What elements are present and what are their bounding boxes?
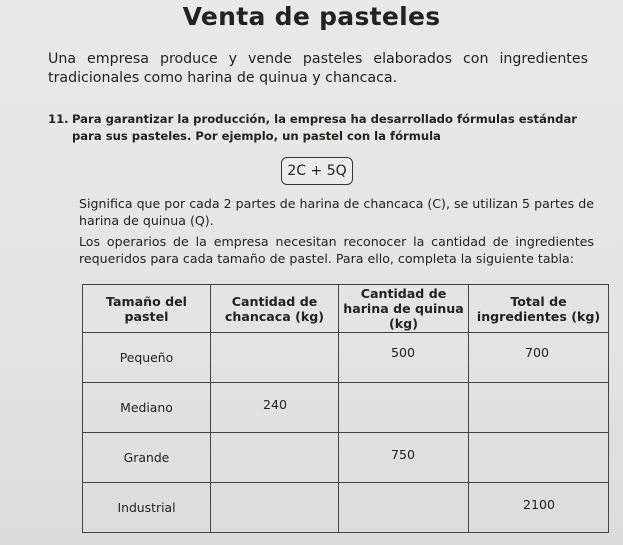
- chancaca-cell[interactable]: [211, 433, 339, 483]
- chancaca-cell[interactable]: [211, 383, 339, 433]
- header-total: Total de ingredientes (kg): [469, 285, 609, 333]
- quinua-cell[interactable]: [339, 483, 469, 533]
- quinua-cell[interactable]: [339, 383, 469, 433]
- total-value: 2100: [523, 497, 556, 512]
- size-cell: Mediano: [83, 383, 211, 433]
- header-size: Tamaño del pastel: [83, 285, 211, 333]
- total-cell[interactable]: [469, 383, 609, 433]
- total-value: 700: [525, 345, 550, 360]
- quinua-cell[interactable]: [339, 333, 469, 383]
- chancaca-cell[interactable]: [211, 333, 339, 383]
- question-text: Para garantizar la producción, la empresa ha desarrollado fórmulas estándar para sus pasteles. Por ejemplo, un pastel con la fórmula: [72, 112, 578, 143]
- chancaca-cell[interactable]: [211, 483, 339, 533]
- page-title: Venta de pasteles: [182, 2, 441, 31]
- size-cell: Grande: [83, 433, 211, 483]
- table-row: [83, 383, 609, 433]
- total-cell[interactable]: [469, 483, 609, 533]
- table-row: [83, 483, 609, 533]
- quinua-value: 500: [391, 345, 416, 360]
- table-row: [83, 333, 609, 383]
- ingredients-table: [82, 284, 609, 533]
- intro-paragraph: Una empresa produce y vende pasteles elaborados con ingredientes tradicionales como harina de quinua y chancaca.: [48, 51, 588, 86]
- explanation-paragraph: Significa que por cada 2 partes de harina de chancaca (C), se utilizan 5 partes de harina de quinua (Q).: [79, 196, 594, 228]
- size-cell: Industrial: [83, 483, 211, 533]
- instruction-paragraph: Los operarios de la empresa necesitan reconocer la cantidad de ingredientes requeridos para cada tamaño de pastel. Para ello, completa la siguiente tabla:: [79, 234, 594, 266]
- chancaca-value: 240: [263, 397, 288, 412]
- table-row: [83, 433, 609, 483]
- header-quinua: Cantidad de harina de quinua (kg): [339, 285, 469, 333]
- header-chancaca: Cantidad de chancaca (kg): [211, 285, 339, 333]
- quinua-value: 750: [391, 447, 416, 462]
- formula-box: 2C + 5Q: [281, 157, 353, 185]
- size-cell: Pequeño: [83, 333, 211, 383]
- question-number: 11.: [48, 112, 69, 126]
- quinua-cell[interactable]: [339, 433, 469, 483]
- total-cell[interactable]: [469, 333, 609, 383]
- table-header-row: [83, 285, 609, 333]
- total-cell[interactable]: [469, 433, 609, 483]
